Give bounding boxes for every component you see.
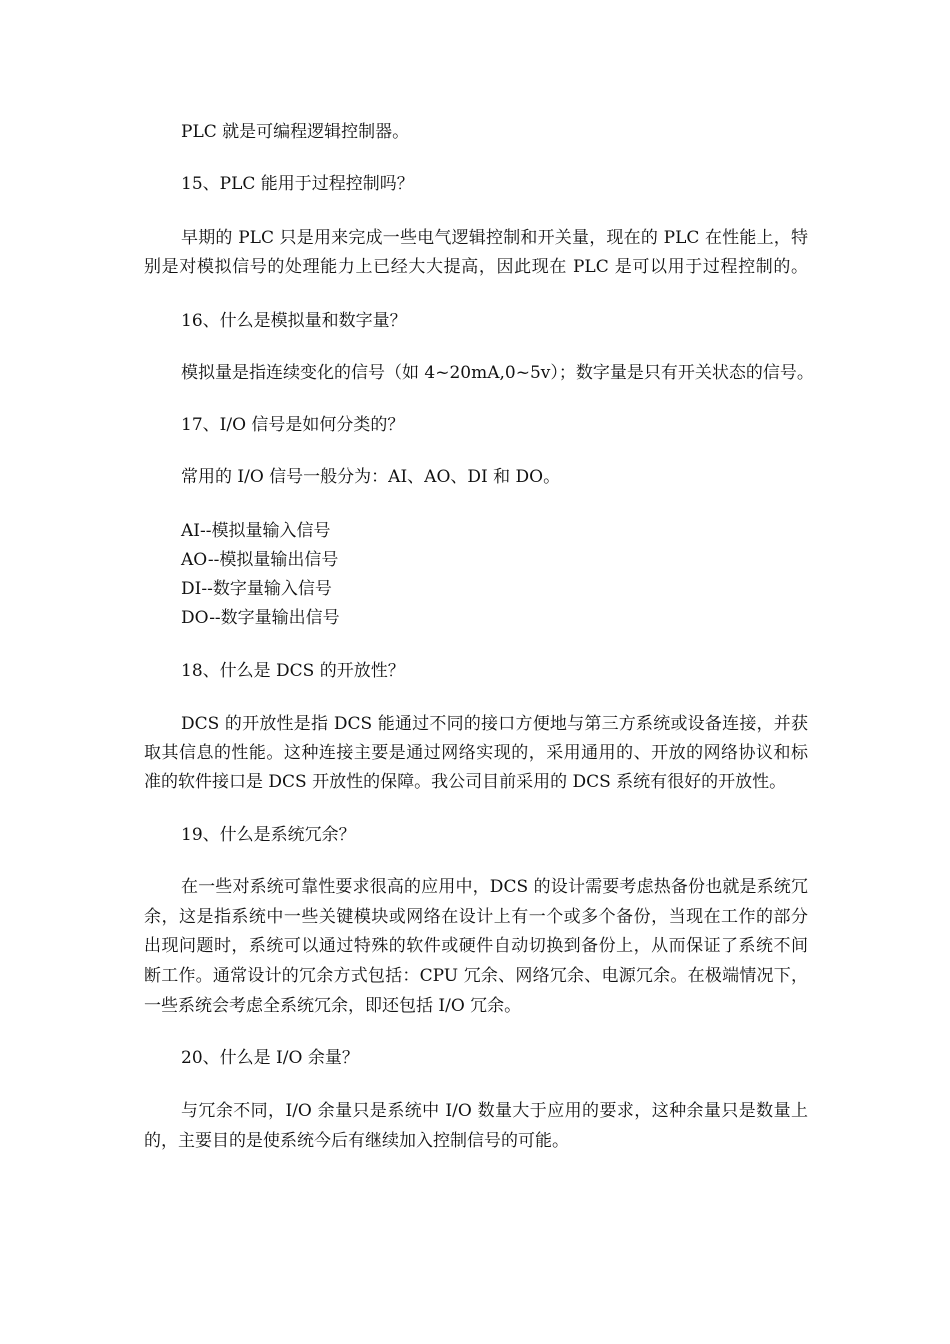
- answer-18-line-3: 准的软件接口是 DCS 开放性的保障。我公司目前采用的 DCS 系统有很好的开放性。: [144, 772, 787, 792]
- answer-16-line-1: 模拟量是指连续变化的信号（如 4~20mA,0~5v）；数字量是只有开关状态的信号。: [181, 363, 814, 383]
- question-16-heading: 16、什么是模拟量和数字量？: [181, 311, 407, 331]
- answer-20-line-1: 与冗余不同，I/O 余量只是系统中 I/O 数量大于应用的要求，这种余量只是数量上: [181, 1101, 808, 1121]
- paragraph-plc-definition: PLC 就是可编程逻辑控制器。: [181, 122, 410, 142]
- question-19-heading: 19、什么是系统冗余？: [181, 825, 356, 845]
- question-18-heading: 18、什么是 DCS 的开放性？: [181, 661, 405, 681]
- answer-17-line-1: 常用的 I/O 信号一般分为：AI、AO、DI 和 DO。: [181, 467, 561, 487]
- answer-19-line-1: 在一些对系统可靠性要求很高的应用中，DCS 的设计需要考虑热备份也就是系统冗: [181, 877, 808, 897]
- question-17-heading: 17、I/O 信号是如何分类的？: [181, 415, 405, 435]
- question-15-heading: 15、PLC 能用于过程控制吗？: [181, 174, 414, 194]
- answer-20-line-2: 的，主要目的是使系统今后有继续加入控制信号的可能。: [144, 1131, 569, 1151]
- answer-18-line-1: DCS 的开放性是指 DCS 能通过不同的接口方便地与第三方系统或设备连接，并获: [181, 714, 808, 734]
- answer-19-line-5: 一些系统会考虑全系统冗余，即还包括 I/O 冗余。: [144, 996, 522, 1016]
- answer-19-line-4: 断工作。通常设计的冗余方式包括：CPU 冗余、网络冗余、电源冗余。在极端情况下，: [144, 966, 808, 986]
- list-item-do: DO--数字量输出信号: [181, 608, 340, 628]
- question-20-heading: 20、什么是 I/O 余量？: [181, 1048, 359, 1068]
- list-item-ao: AO--模拟量输出信号: [181, 550, 339, 570]
- answer-15-line-1: 早期的 PLC 只是用来完成一些电气逻辑控制和开关量，现在的 PLC 在性能上，特: [181, 228, 808, 248]
- answer-19-line-3: 出现问题时，系统可以通过特殊的软件或硬件自动切换到备份上，从而保证了系统不间: [144, 936, 808, 956]
- answer-15-line-2: 别是对模拟信号的处理能力上已经大大提高，因此现在 PLC 是可以用于过程控制的。: [144, 257, 808, 277]
- list-item-di: DI--数字量输入信号: [181, 579, 332, 599]
- answer-19-line-2: 余，这是指系统中一些关键模块或网络在设计上有一个或多个备份，当现在工作的部分: [144, 907, 808, 927]
- answer-18-line-2: 取其信息的性能。这种连接主要是通过网络实现的，采用通用的、开放的网络协议和标: [144, 743, 808, 763]
- list-item-ai: AI--模拟量输入信号: [181, 521, 331, 541]
